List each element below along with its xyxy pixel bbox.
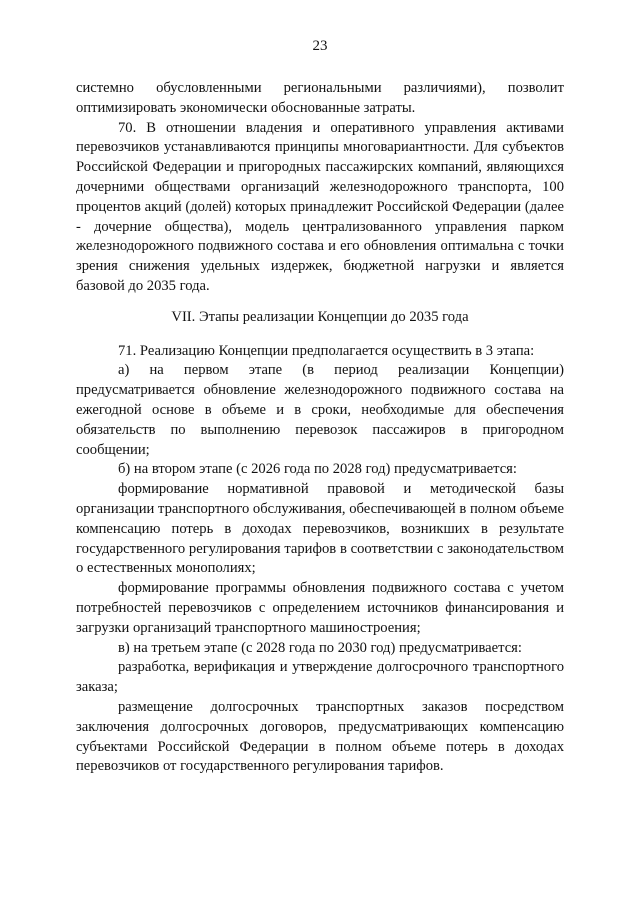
page-number: 23 xyxy=(312,38,328,54)
list-item-a: а) на первом этапе (в период реализации Концепции) предусматривается обновление железнодорожного подвижного состава на ежегодной основе в объеме и в сроки, необходимые для обеспечения обязательств по выполнению перевозок пассажиров в пригородном сообщении; xyxy=(76,362,564,458)
list-item-c: в) на третьем этапе (с 2028 года по 2030 год) предусматривается: xyxy=(118,639,522,656)
section-heading: VII. Этапы реализации Концепции до 2035 года xyxy=(171,308,469,325)
list-item-c-2: размещение долгосрочных транспортных заказов посредством заключения долгосрочных договоров, предусматривающих компенсацию субъектами Российской Федерации в полном объеме потерь в доходах перевозчиков от государственного регулирования тарифов. xyxy=(76,698,564,775)
document-body xyxy=(76,79,564,777)
list-item-b: б) на втором этапе (с 2026 года по 2028 год) предусматривается: xyxy=(118,461,517,478)
paragraph-70: 70. В отношении владения и оперативного управления активами перевозчиков устанавливаются принципы многовариантности. Для субъектов Российской Федерации и пригородных пассажирских компаний, являющихся дочерними обществами организаций железнодорожного транспорта, 100 процентов акций (долей) которых принадлежит Российской Федерации (далее - дочерние общества), модель централизованного управления парком железнодорожного подвижного состава и его обновления оптимальна с точки зрения снижения удельных издержек, бюджетной нагрузки и является базовой до 2035 года. xyxy=(76,119,564,294)
list-item-b-2: формирование программы обновления подвижного состава с учетом потребностей перевозчиков с определением источников финансирования и загрузки организаций транспортного машиностроения; xyxy=(76,580,564,636)
paragraph-continuation: системно обусловленными региональными различиями), позволит оптимизировать экономически обоснованные затраты. xyxy=(76,80,564,116)
paragraph-71: 71. Реализацию Концепции предполагается осуществить в 3 этапа: xyxy=(118,342,535,359)
list-item-b-1: формирование нормативной правовой и методической базы организации транспортного обслуживания, обеспечивающей в полном объеме компенсацию потерь в доходах перевозчиков, возникших в результате государственного регулирования тарифов в соответствии с законодательством о естественных монополиях; xyxy=(76,481,564,577)
list-item-c-1: разработка, верификация и утверждение долгосрочного транспортного заказа; xyxy=(76,659,564,696)
